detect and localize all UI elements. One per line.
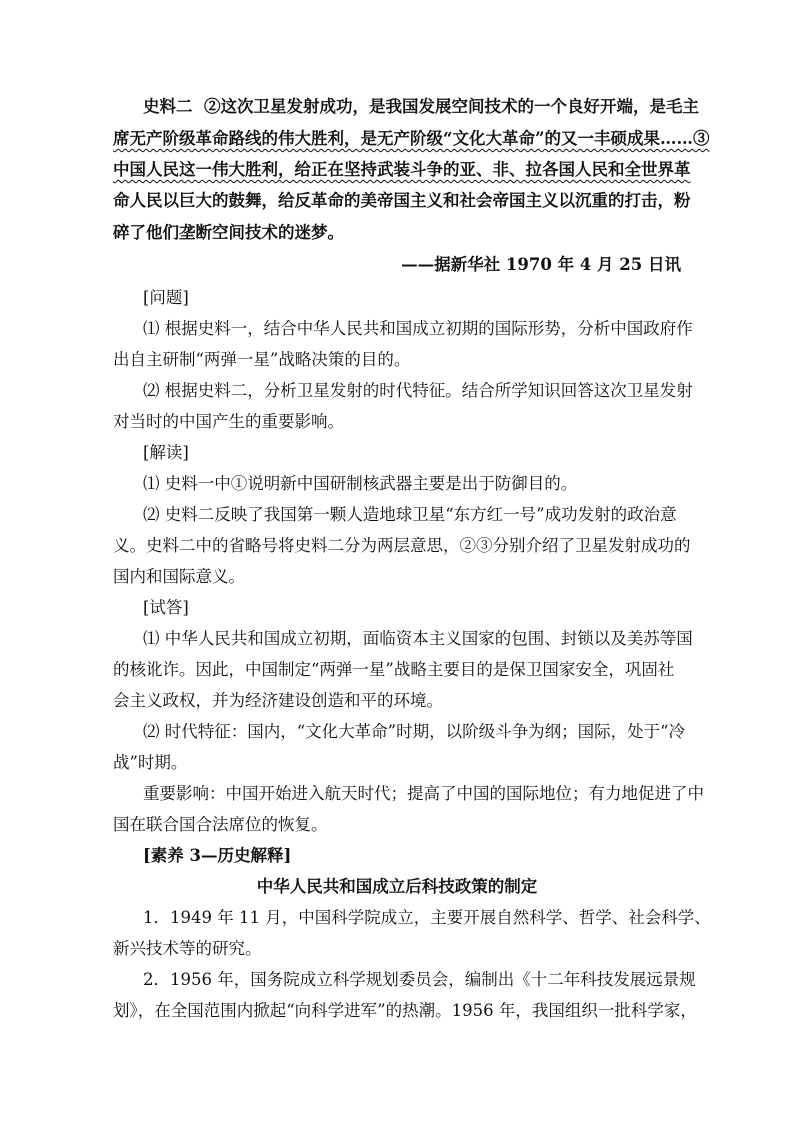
impact-line2: 国在联合国合法席位的恢复。	[113, 815, 328, 834]
answer1-line2: 的核讹诈。因此，中国制定“两弹一星”战略主要目的是保卫国家安全，巩固社	[113, 660, 675, 679]
interpretation2-line3: 国内和国际意义。	[113, 567, 245, 586]
source2-line2: 席无产阶级革命路线的伟大胜利，是无产阶级“文化大革命”的又一丰硕成果……③	[113, 129, 710, 148]
answer2-line2: 战”时期。	[113, 753, 188, 772]
source2-line1-text: ②这次卫星发射成功，是我国发展空间技术的一个良好开端，是毛主	[204, 97, 699, 116]
answer1-line3: 会主义政权，并为经济建设创造和平的环境。	[113, 691, 443, 710]
literacy-paragraph1-line1: 1．1949 年 11 月，中国科学院成立，主要开展自然科学、哲学、社会科学、	[143, 908, 711, 927]
question2-line2: 对当时的中国产生的重要影响。	[113, 412, 344, 431]
source2-label: 史料二	[143, 97, 193, 116]
literacy-paragraph2-line2: 划》，在全国范围内掀起“向科学进军”的热潮。1956 年，我国组织一批科学家，	[113, 1001, 697, 1020]
interpretation1-line1: ⑴ 史料一中①说明新中国研制核武器主要是出于防御目的。	[143, 474, 578, 493]
interpretation-heading: [解读]	[143, 443, 189, 462]
literacy-paragraph1-line2: 新兴技术等的研究。	[113, 939, 262, 958]
answer2-line1: ⑵ 时代特征：国内，“文化大革命”时期，以阶级斗争为纲；国际，处于“冷	[143, 722, 686, 741]
source2-line3: 中国人民这一伟大胜利，给正在坚持武装斗争的亚、非、拉各国人民和全世界革	[113, 160, 691, 179]
interpretation2-line2: 义。史料二中的省略号将史料二分为两层意思，②③分别介绍了卫星发射成功的	[113, 536, 691, 555]
source2-line5: 碎了他们垄断空间技术的迷梦。	[113, 223, 344, 242]
answers-heading: [试答]	[143, 598, 189, 617]
answer1-line1: ⑴ 中华人民共和国成立初期，面临资本主义国家的包围、封锁以及美苏等国	[143, 629, 693, 648]
question2-line1: ⑵ 根据史料二，分析卫星发射的时代特征。结合所学知识回答这次卫星发射	[143, 381, 693, 400]
source2-attribution: ——据新华社 1970 年 4 月 25 日讯	[401, 255, 681, 274]
literacy-heading: [素养 3—历史解释]	[143, 846, 292, 865]
interpretation2-line1: ⑵ 史料二反映了我国第一颗人造地球卫星“东方红一号”成功发射的政治意	[143, 505, 677, 524]
literacy-paragraph2-line1: 2．1956 年，国务院成立科学规划委员会，编制出《十二年科技发展远景规	[143, 970, 696, 989]
literacy-title: 中华人民共和国成立后科技政策的制定	[256, 877, 538, 896]
impact-line1: 重要影响：中国开始进入航天时代；提高了中国的国际地位；有力地促进了中	[143, 784, 704, 803]
question1-line1: ⑴ 根据史料一，结合中华人民共和国成立初期的国际形势，分析中国政府作	[143, 319, 693, 338]
questions-heading: [问题]	[143, 288, 189, 307]
source2-line1	[143, 96, 699, 118]
source2-line4: 命人民以巨大的鼓舞，给反革命的美帝国主义和社会帝国主义以沉重的打击，粉	[113, 191, 691, 210]
question1-line2: 出自主研制“两弹一星”战略决策的目的。	[113, 350, 411, 369]
